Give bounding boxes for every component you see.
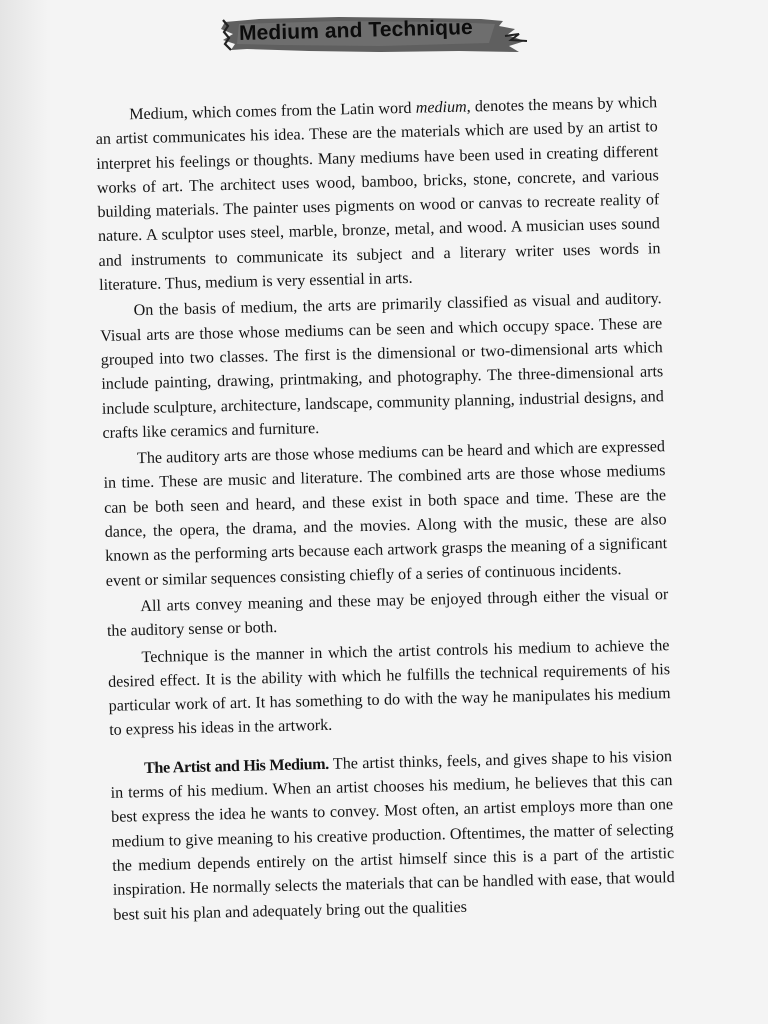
body-text [95, 91, 676, 929]
chapter-title-banner [219, 10, 531, 56]
section-heading: The Artist and His Medium. [143, 755, 329, 777]
paragraph-medium-definition [95, 91, 661, 298]
text-run: , denotes the means by which an artist communicates his idea. These are the materials which are used by an artist to interpret his feelings or thoughts. Many mediums have been used in creating different works of art. The architect uses wood, bamboo, bricks, stone, concrete, and various building materials. The painter uses pigments on wood or canvas to recreate reality of nature. A sculptor uses steel, marble, bronze, metal, and wood. A musician uses sound and instruments to communicate its subject and a literary writer uses words in literature. Thus, medium is very essential in arts. [95, 94, 661, 295]
text-run: The artist thinks, feels, and gives shape to his vision in terms of his medium. When an artist chooses his medium, he believes that this can best express the idea he wants to convey. Most often, an artist employs more than one medium to give meaning to his creative production. Oftentimes, the matter of selecting the medium depends entirely on the artist himself since this is a part of the artistic inspiration. He normally selects the materials that can be handled with ease, that would best suit his plan and adequately bring out the qualities [110, 747, 675, 924]
paragraph-visual-arts: On the basis of medium, the arts are primarily classified as visual and auditory. Visual arts are those whose mediums can be seen and which occupy space. These are grouped into two classes. The first is the dimensional or two-dimensional arts which include painting, drawing, printmaking, and photography. The three-dimensional arts include sculpture, architecture, landscape, community planning, industrial designs, and crafts like ceramics and furniture. [100, 290, 664, 442]
paragraph-artist-medium [110, 745, 676, 928]
italic-term: medium [415, 98, 467, 117]
paragraph-arts-meaning: All arts convey meaning and these may be enjoyed through either the visual or the auditory sense or both. [106, 586, 669, 641]
chapter-title: Medium and Technique [238, 15, 474, 46]
text-run: Medium, which comes from the Latin word [129, 99, 416, 124]
paragraph-auditory-arts: The auditory arts are those whose mediums can be heard and which are expressed in time. These are music and literature. The combined arts are those whose mediums can be both seen and heard, and these exist in both space and time. These are the dance, the opera, the drama, and the movies. Along with the music, these are also known as the performing arts because each artwork grasps the meaning of a significant event or similar sequences consisting chiefly of a series of continuous incidents. [103, 438, 668, 590]
paragraph-technique: Technique is the manner in which the artist controls his medium to achieve the desired effect. It is the ability with which he fulfills the technical requirements of his particular work of art. It has something to do with the way he manipulates his medium to express his ideas in the artwork. [107, 636, 671, 740]
